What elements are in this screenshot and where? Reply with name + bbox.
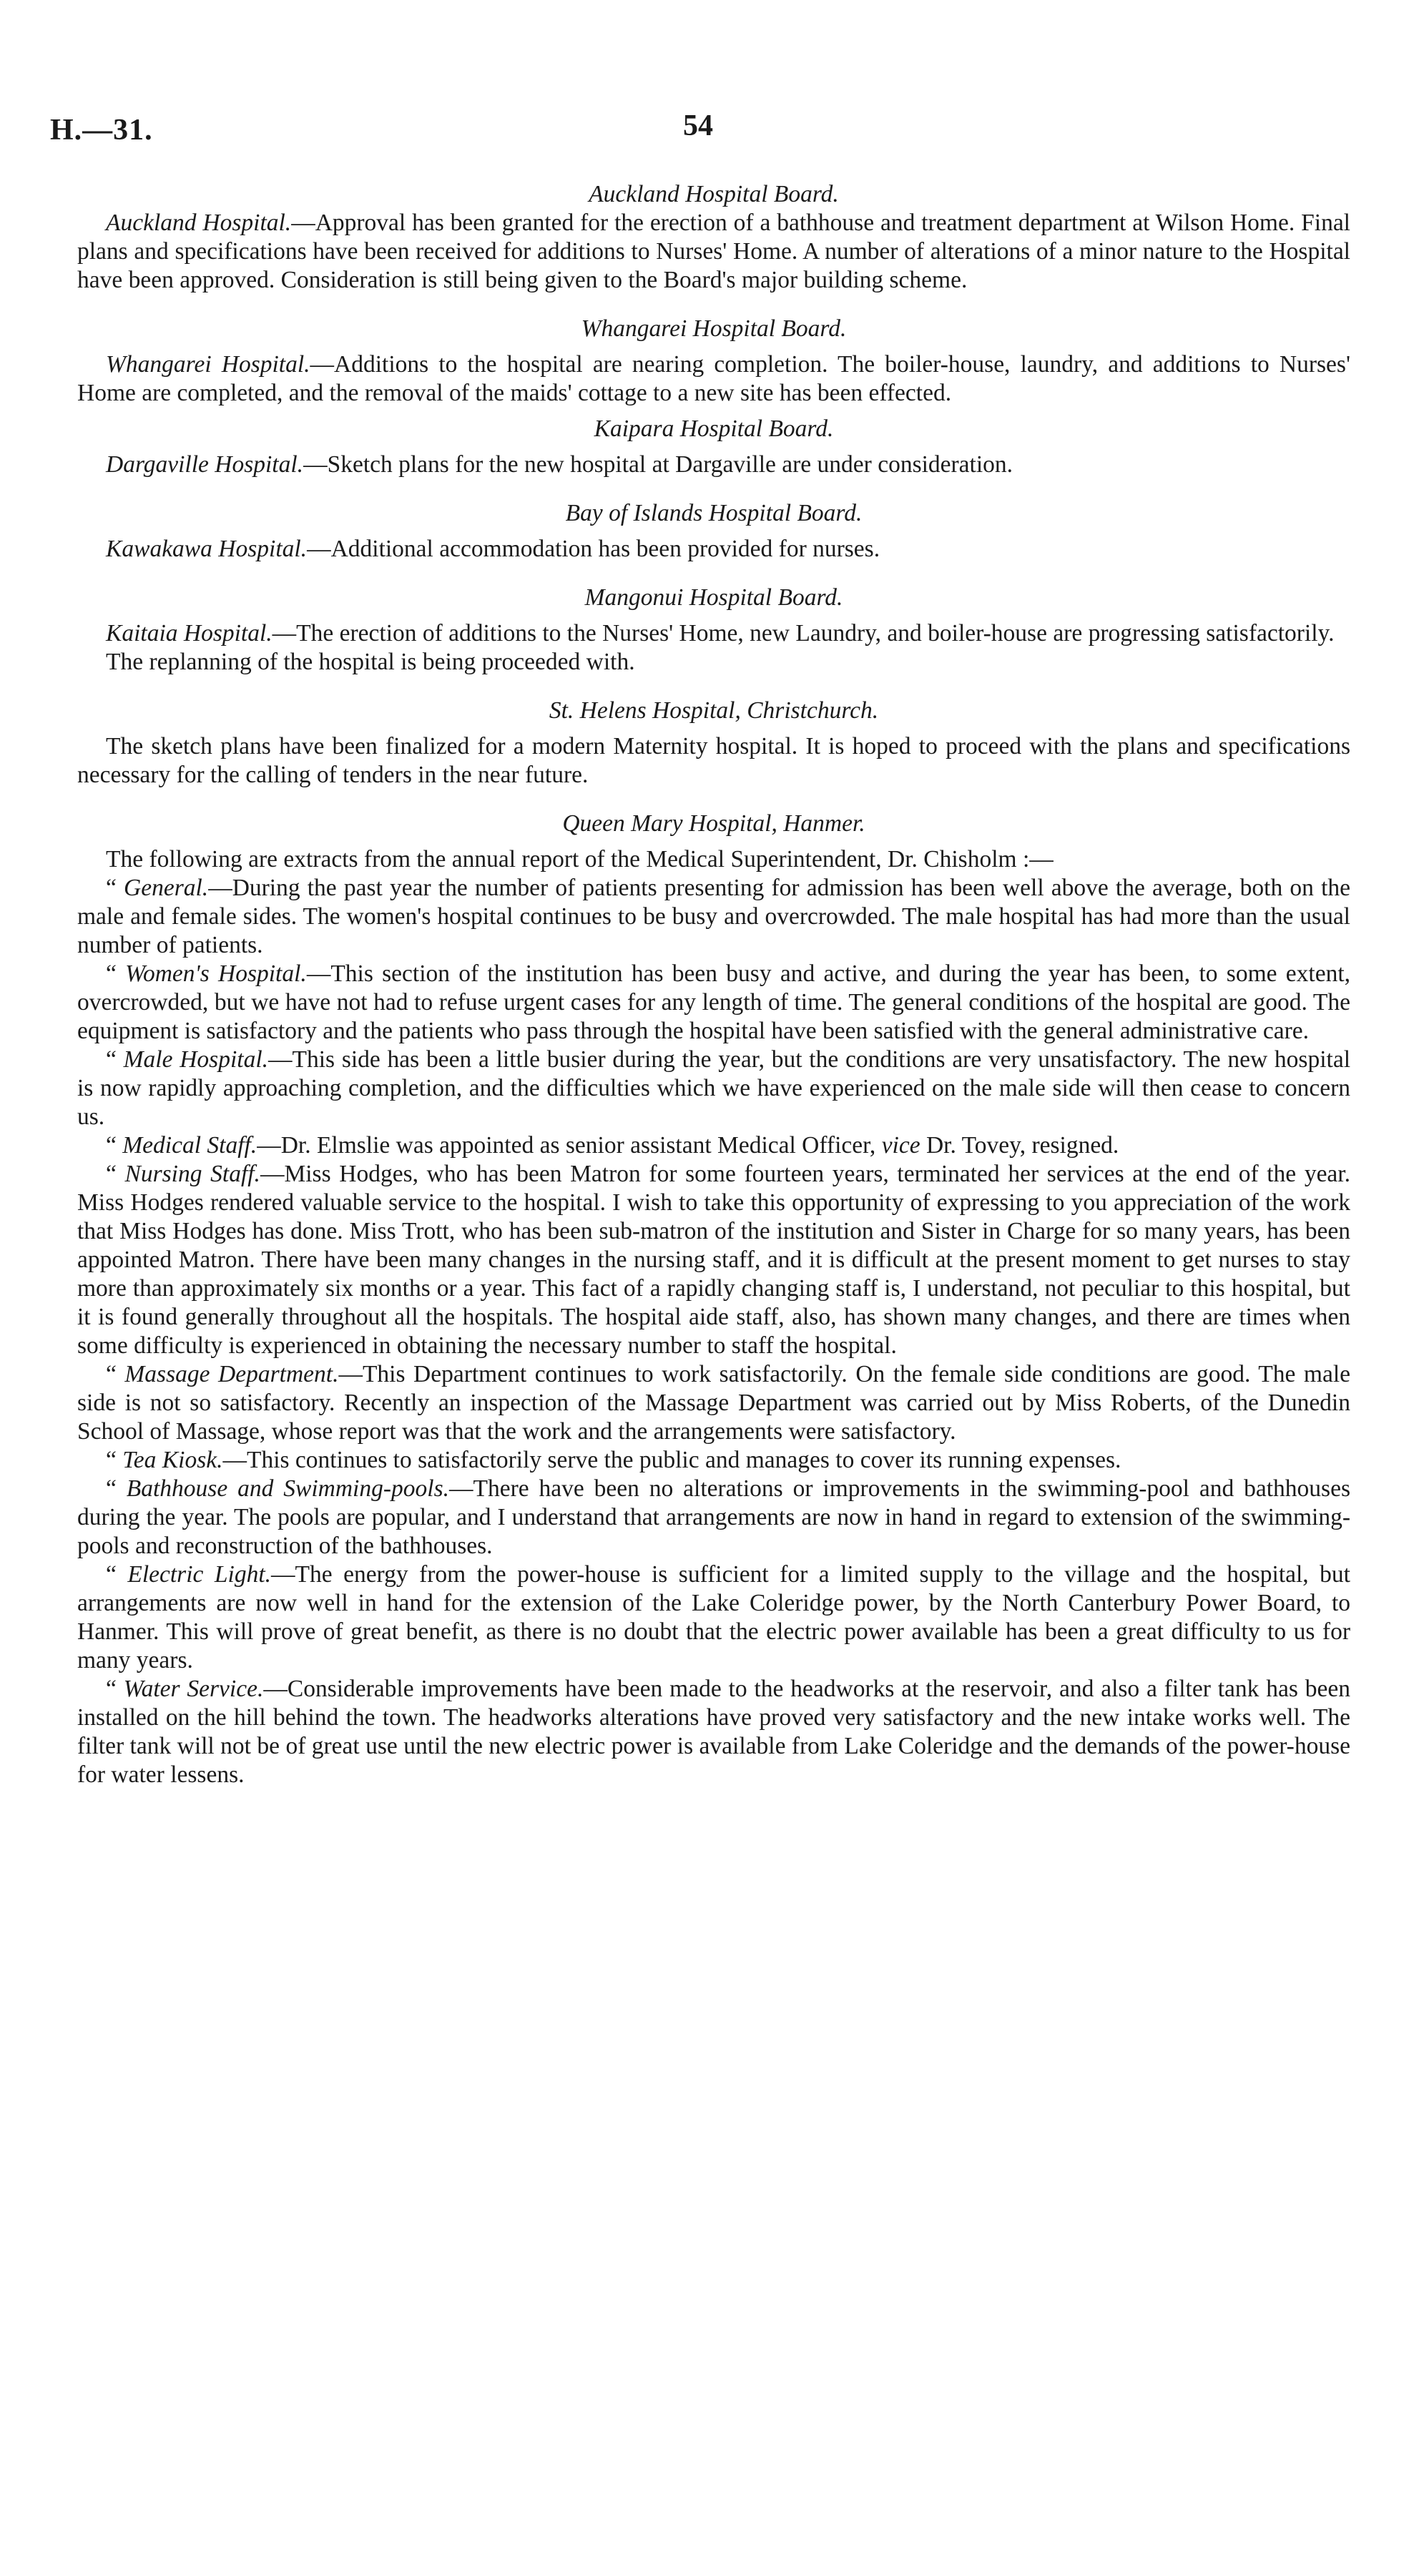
report-paragraph-tea-kiosk: “ Tea Kiosk.—This continues to satisfactorily serve the public and manages to cover its running expenses. [106, 1447, 1121, 1473]
paragraph-lead: Kaitaia Hospital. [106, 620, 272, 647]
paragraph-auckland-hospital [77, 209, 1350, 295]
paragraph-text: —Miss Hodges, who has been Matron for some fourteen years, terminated her services at the end of the year. Miss Hodges rendered valuable service to the hospital. I wish to take this opportunity of expressing to you appreciation of the work that Miss Hodges has done. Miss Trott, who has been sub-matron of the institution and Sister in Charge for so many years, has been appointed Matron. There have been many changes in the nursing staff, and it is difficult at the present moment to get nurses to stay more than approximately six months or a year. This fact of a rapidly changing staff is, I understand, not peculiar to this hospital, but it is found generally throughout all the hospitals. The hospital aide staff, also, has shown many changes, and there are times when some difficulty is experienced in obtaining the necessary number to staff the hospital. [77, 1161, 1350, 1359]
section-heading-bay-of-islands: Bay of Islands Hospital Board. [565, 500, 863, 526]
paragraph-text: —Considerable improvements have been made to the headworks at the reservoir, and also a filter tank has been installed on the hill behind the town. The headworks alterations have proved very satisfactory and the new intake works well. The filter tank will not be of great use until the new electric power is available from Lake Coleridge and the demands of the power-house for water lessens. [77, 1676, 1351, 1788]
paragraph-text: —Additional accommodation has been provided for nurses. [307, 536, 880, 562]
section-heading-auckland: Auckland Hospital Board. [589, 181, 839, 207]
paragraph-text: Dr. Tovey, resigned. [920, 1132, 1119, 1159]
paragraph-kawakawa-hospital [77, 535, 1350, 564]
paragraph-text: —Additions to the hospital are nearing completion. The boiler-house, laundry, and additions to Nurses' Home are completed, and the removal of the maids' cottage to a new site has been effected. [77, 351, 1350, 406]
report-paragraph-general: “ General.—During the past year the number of patients presenting for admission has been well above the average, both on the male and female sides. The women's hospital continues to be busy and overcrowded. The male hospital has had more than the usual number of patients. [77, 875, 1350, 958]
paragraph-lead: Auckland Hospital. [106, 210, 292, 236]
section-heading-queen-mary: Queen Mary Hospital, Hanmer. [562, 810, 865, 837]
report-paragraph-medical-staff: “ Medical Staff.—Dr. Elmslie was appointed as senior assistant Medical Officer, vice Dr. Tovey, resigned. [106, 1132, 1119, 1159]
paragraph-st-helens: The sketch plans have been finalized for a modern Maternity hospital. It is hoped to proceed with the plans and specifications necessary for the calling of tenders in the near future. [77, 733, 1350, 788]
section-heading-kaipara: Kaipara Hospital Board. [594, 416, 834, 442]
paragraph-italic-word: vice [881, 1132, 920, 1159]
paragraph-lead: Kawakawa Hospital. [106, 536, 308, 562]
paragraph-text: —Approval has been granted for the erection of a bathhouse and treatment department at Wilson Home. Final plans and specifications have been received for additions to Nurses' Home. A number of alterations of a minor nature to the Hospital have been approved. Consideration is still being given to the Board's major building scheme. [77, 210, 1350, 293]
section-heading-mangonui: Mangonui Hospital Board. [584, 584, 843, 611]
paragraph-dargaville-hospital [77, 451, 1350, 479]
paragraph-text: —This continues to satisfactorily serve the public and manages to cover its running expenses. [222, 1447, 1121, 1473]
document-reference: H.—31. [50, 114, 153, 147]
paragraph-text: —This side has been a little busier during the year, but the conditions are very unsatisfactory. The new hospital is now rapidly approaching completion, and the difficulties which we have experienced on the male side will then cease to concern us. [77, 1046, 1351, 1130]
paragraph-text: —This Department continues to work satisfactorily. On the female side conditions are good. The male side is not so satisfactory. Recently an inspection of the Massage Department was carried out by Miss Roberts, of the Dunedin School of Massage, whose report was that the work and the arrangements were satisfactory. [77, 1361, 1350, 1445]
section-heading-st-helens: St. Helens Hospital, Christchurch. [549, 697, 879, 724]
paragraph-text: —The energy from the power-house is sufficient for a limited supply to the village and the hospital, but arrangements are now well in hand for the extension of the Lake Coleridge power, by the North Canterbury Power Board, to Hanmer. This will prove of great benefit, as there is no doubt that the electric power available has been a great difficulty to us for many years. [77, 1561, 1350, 1673]
report-paragraph-bathhouse: “ Bathhouse and Swimming-pools.—There have been no alterations or improvements in the swimming-pool and bathhouses during the year. The pools are popular, and I understand that arrangements are now in hand in regard to extension of the swimming-pools and reconstruction of the bathhouses. [77, 1475, 1350, 1559]
report-paragraph-electric-light: “ Electric Light.—The energy from the power-house is sufficient for a limited supply to the village and the hospital, but arrangements are now well in hand for the extension of the Lake Coleridge power, by the North Canterbury Power Board, to Hanmer. This will prove of great benefit, as there is no doubt that the electric power available has been a great difficulty to us for many years. [77, 1561, 1350, 1673]
paragraph-lead: Whangarei Hospital. [106, 351, 310, 378]
paragraph-kaitaia-hospital [77, 619, 1350, 648]
paragraph-kaitaia-replanning: The replanning of the hospital is being proceeded with. [106, 649, 635, 675]
paragraph-text: —During the past year the number of patients presenting for admission has been well above the average, both on the male and female sides. The women's hospital continues to be busy and overcrowded. The male hospital has had more than the usual number of patients. [77, 875, 1350, 958]
paragraph-text: —This section of the institution has been busy and active, and during the year has been, to some extent, overcrowded, but we have not had to refuse urgent cases for any length of time. The general conditions of the hospital are good. The equipment is satisfactory and the patients who pass through the hospital have been satisfied with the general administrative care. [77, 960, 1351, 1044]
paragraph-lead: General. [124, 875, 209, 901]
paragraph-queen-mary-intro: The following are extracts from the annual report of the Medical Superintendent, Dr. Chisholm :— [106, 846, 1054, 872]
paragraph-lead: Water Service. [123, 1676, 264, 1702]
paragraph-lead: Dargaville Hospital. [106, 451, 304, 478]
page-body [77, 180, 1350, 1789]
paragraph-lead: Nursing Staff. [124, 1161, 260, 1187]
paragraph-lead: Electric Light. [127, 1561, 271, 1588]
paragraph-text: —There have been no alterations or improvements in the swimming-pool and bathhouses during the year. The pools are popular, and I understand that arrangements are now in hand in regard to extension of the swimming-pools and reconstruction of the bathhouses. [77, 1475, 1350, 1559]
paragraph-lead: Medical Staff. [122, 1132, 257, 1159]
report-paragraph-male-hospital: “ Male Hospital.—This side has been a little busier during the year, but the conditions are very unsatisfactory. The new hospital is now rapidly approaching completion, and the difficulties which we have experienced on the male side will then cease to concern us. [77, 1046, 1351, 1130]
paragraph-lead: Massage Department. [124, 1361, 339, 1387]
paragraph-text: —Dr. Elmslie was appointed as senior assistant Medical Officer, [257, 1132, 882, 1159]
paragraph-whangarei-hospital [77, 350, 1350, 408]
report-paragraph-womens-hospital: “ Women's Hospital.—This section of the institution has been busy and active, and during the year has been, to some extent, overcrowded, but we have not had to refuse urgent cases for any length of time. The general conditions of the hospital are good. The equipment is satisfactory and the patients who pass through the hospital have been satisfied with the general administrative care. [77, 960, 1351, 1044]
report-paragraph-massage-department: “ Massage Department.—This Department continues to work satisfactorily. On the female side conditions are good. The male side is not so satisfactory. Recently an inspection of the Massage Department was carried out by Miss Roberts, of the Dunedin School of Massage, whose report was that the work and the arrangements were satisfactory. [77, 1361, 1350, 1445]
paragraph-lead: Bathhouse and Swimming-pools. [126, 1475, 449, 1502]
section-heading-whangarei: Whangarei Hospital Board. [581, 315, 847, 342]
paragraph-lead: Women's Hospital. [125, 960, 307, 987]
paragraph-text: —Sketch plans for the new hospital at Dargaville are under consideration. [303, 451, 1013, 478]
report-paragraph-water-service: “ Water Service.—Considerable improvements have been made to the headworks at the reservoir, and also a filter tank has been installed on the hill behind the town. The headworks alterations have proved very satisfactory and the new intake works well. The filter tank will not be of great use until the new electric power is available from Lake Coleridge and the demands of the power-house for water lessens. [77, 1676, 1351, 1788]
report-paragraph-nursing-staff: “ Nursing Staff.—Miss Hodges, who has been Matron for some fourteen years, terminated her services at the end of the year. Miss Hodges rendered valuable service to the hospital. I wish to take this opportunity of expressing to you appreciation of the work that Miss Hodges has done. Miss Trott, who has been sub-matron of the institution and Sister in Charge for so many years, has been appointed Matron. There have been many changes in the nursing staff, and it is difficult at the present moment to get nurses to stay more than approximately six months or a year. This fact of a rapidly changing staff is, I understand, not peculiar to this hospital, but it is found generally throughout all the hospitals. The hospital aide staff, also, has shown many changes, and there are times when some difficulty is experienced in obtaining the necessary number to staff the hospital. [77, 1161, 1350, 1359]
paragraph-lead: Male Hospital. [123, 1046, 269, 1073]
paragraph-lead: Tea Kiosk. [122, 1447, 223, 1473]
paragraph-text: —The erection of additions to the Nurses' Home, new Laundry, and boiler-house are progressing satisfactorily. [272, 620, 1335, 647]
page-number: 54 [683, 109, 713, 142]
